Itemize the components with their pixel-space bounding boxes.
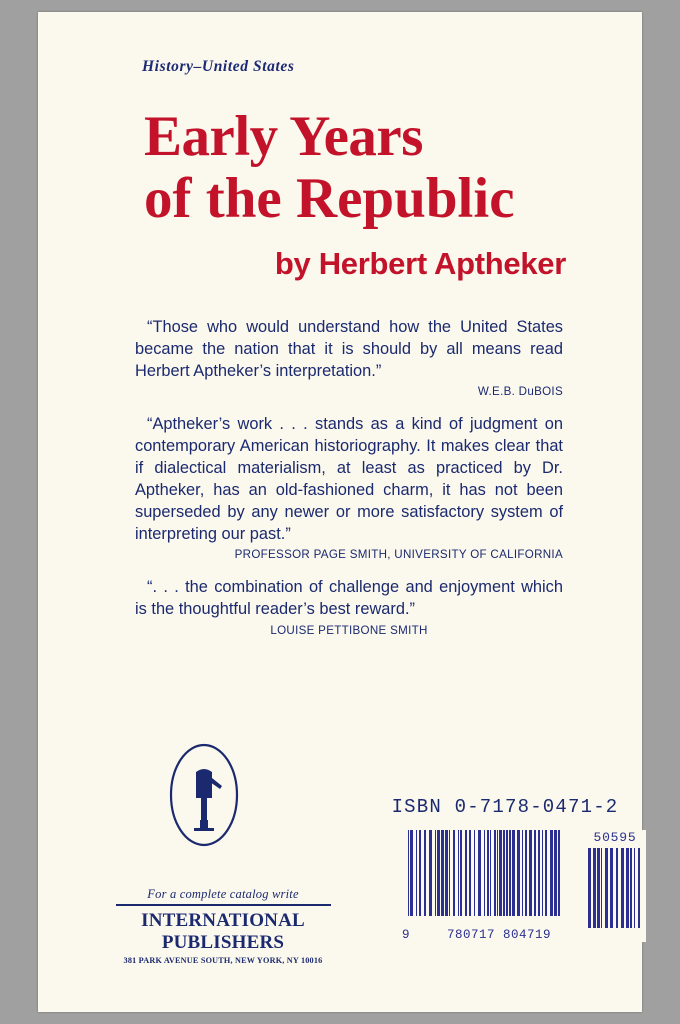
barcode-addon-bars — [584, 848, 646, 928]
blurb-quote-2-attribution: PROFESSOR PAGE SMITH, UNIVERSITY OF CALIFORNIA — [234, 548, 563, 562]
barcode-bars — [400, 830, 570, 916]
publisher-name: INTERNATIONAL PUBLISHERS — [141, 909, 305, 953]
barcode-addon-digits: 50595 — [593, 830, 637, 845]
blurb-quote-1-attribution: W.E.B. DuBOIS — [477, 385, 563, 399]
barcode-digits: 780717 804719 — [446, 928, 552, 942]
publisher-address: 381 PARK AVENUE SOUTH, NEW YORK, NY 10016 — [123, 955, 323, 965]
barcode-ean13 — [400, 830, 570, 942]
blurb-quote-3 — [135, 577, 563, 637]
blurb-quotes — [135, 317, 563, 653]
publisher-logo-icon — [166, 742, 242, 848]
blurb-quote-2 — [135, 414, 563, 561]
category-label: History–United States — [142, 58, 295, 75]
blurb-quote-3-text: “. . . the combination of challenge and enjoyment which is the thoughtful reader’s best reward.” — [135, 578, 563, 619]
publisher-catalog-line: For a complete catalog write — [147, 887, 299, 901]
blurb-quote-1 — [135, 317, 563, 398]
isbn-text: ISBN 0-7178-0471-2 — [391, 796, 619, 818]
barcode-left-digit: 9 — [402, 928, 411, 942]
book-title-line-1: Early Years — [144, 105, 423, 168]
blurb-quote-2-text: “Aptheker’s work . . . stands as a kind of judgment on contemporary American historiography. It makes clear that if dialectical materialism, at least as practiced by Dr. Aptheker, has an old-fashioned charm, it has not been superseded by any newer or more satisfactory system of interpreting our past.” — [135, 415, 563, 543]
publisher-divider — [116, 904, 331, 906]
book-author-byline: by Herbert Aptheker — [274, 246, 566, 281]
barcode-addon — [584, 830, 646, 942]
blurb-quote-1-text: “Those who would understand how the United States became the nation that it is should by all means read Herbert Aptheker’s interpretation.” — [135, 318, 563, 380]
publisher-block — [98, 887, 348, 965]
book-cover — [38, 12, 642, 1012]
blurb-quote-3-attribution: LOUISE PETTIBONE SMITH — [270, 623, 428, 637]
book-title-line-2: of the Republic — [144, 167, 515, 230]
